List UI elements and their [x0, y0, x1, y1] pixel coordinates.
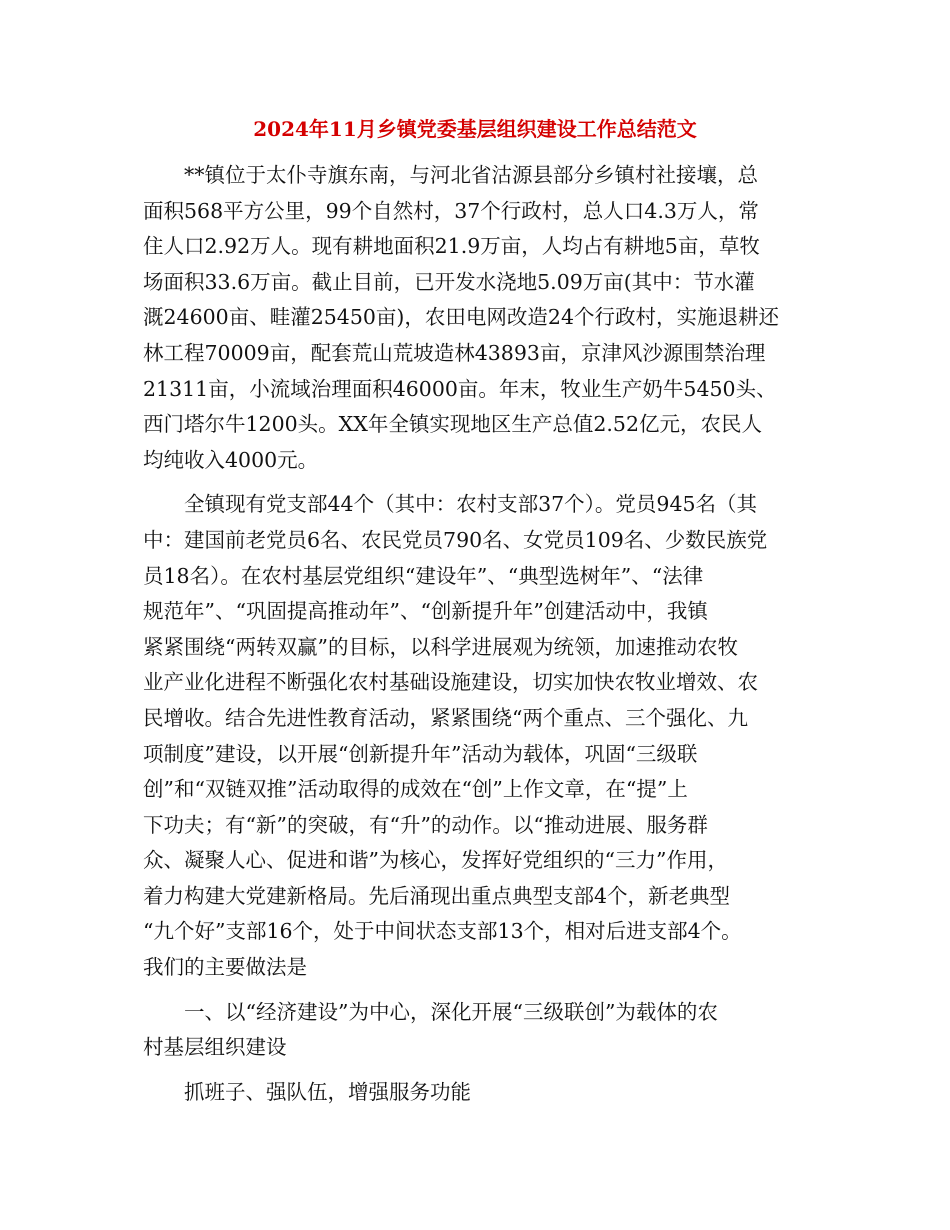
sub-heading-1: [143, 1075, 823, 1111]
text-line: 下功夫；有“新”的突破，有“升”的动作。以“推动进展、服务群: [143, 812, 708, 837]
text-line: “九个好”支部16个，处于中间状态支部13个，相对后进支部4个。: [143, 919, 742, 944]
text-line: 众、凝聚人心、促进和谐”为核心，发挥好党组织的“三力”作用，: [143, 848, 728, 873]
text-line: 场面积33.6万亩。截止目前，已开发水浇地5.09万亩(其中：节水灌: [143, 269, 755, 294]
text-line: 中：建国前老党员6名、农民党员790名、女党员109名、少数民族党: [143, 527, 768, 552]
text-line: 村基层组织建设: [143, 1035, 287, 1060]
text-line: 业产业化进程不断强化农村基础设施建设，切实加快农牧业增效、农: [143, 670, 758, 695]
text-line: 员18名）。在农村基层党组织“建设年”、“典型选树年”、“法律: [143, 563, 704, 588]
text-line: 林工程70009亩，配套荒山荒坡造林43893亩，京津风沙源围禁治理: [143, 340, 766, 365]
text-line: 紧紧围绕“两转双赢”的目标，以科学进展观为统领，加速推动农牧: [143, 634, 738, 659]
document-title: 2024年11月乡镇党委基层组织建设工作总结范文: [253, 117, 697, 141]
text-line: 住人口2.92万人。现有耕地面积21.9万亩，人均占有耕地5亩，草牧: [143, 234, 760, 259]
text-line: 创”和“双链双推”活动取得的成效在“创”上作文章，在“提”上: [143, 777, 688, 802]
text-line: 21311亩，小流域治理面积46000亩。年末，牧业生产奶牛5450头、: [143, 376, 777, 401]
paragraph-spacer: [143, 1066, 823, 1075]
text-line: 我们的主要做法是: [143, 955, 307, 980]
text-line: 项制度”建设，以开展“创新提升年”活动为载体，巩固“三级联: [143, 741, 698, 766]
paragraph-spacer: [143, 986, 823, 995]
section-heading-1: [143, 995, 823, 1066]
text-line: 着力构建大党建新格局。先后涌现出重点典型支部4个，新老典型: [143, 883, 731, 908]
text-line: 面积568平方公里，99个自然村，37个行政村，总人口4.3万人，常: [143, 198, 759, 223]
text-line: 抓班子、强队伍，增强服务功能: [184, 1079, 471, 1104]
paragraph-spacer: [143, 478, 823, 487]
text-line: 溉24600亩、畦灌25450亩)，农田电网改造24个行政村，实施退耕还: [143, 305, 780, 330]
text-line: 一、以“经济建设”为中心，深化开展“三级联创”为载体的农: [184, 999, 718, 1024]
text-line: 规范年”、“巩固提高推动年”、“创新提升年”创建活动中，我镇: [143, 599, 708, 624]
text-line: **镇位于太仆寺旗东南，与河北省沽源县部分乡镇村社接壤，总: [184, 163, 758, 187]
text-line: 民增收。结合先进性教育活动，紧紧围绕“两个重点、三个强化、九: [143, 705, 748, 730]
text-line: 全镇现有党支部44个（其中：农村支部37个）。党员945名（其: [184, 492, 758, 517]
text-line: 均纯收入4000元。: [143, 447, 319, 472]
paragraph-2: [143, 487, 823, 985]
text-line: 西门塔尔牛1200头。XX年全镇实现地区生产总值2.52亿元，农民人: [143, 412, 763, 437]
paragraph-1: [143, 158, 823, 478]
document-body: [143, 158, 823, 1110]
